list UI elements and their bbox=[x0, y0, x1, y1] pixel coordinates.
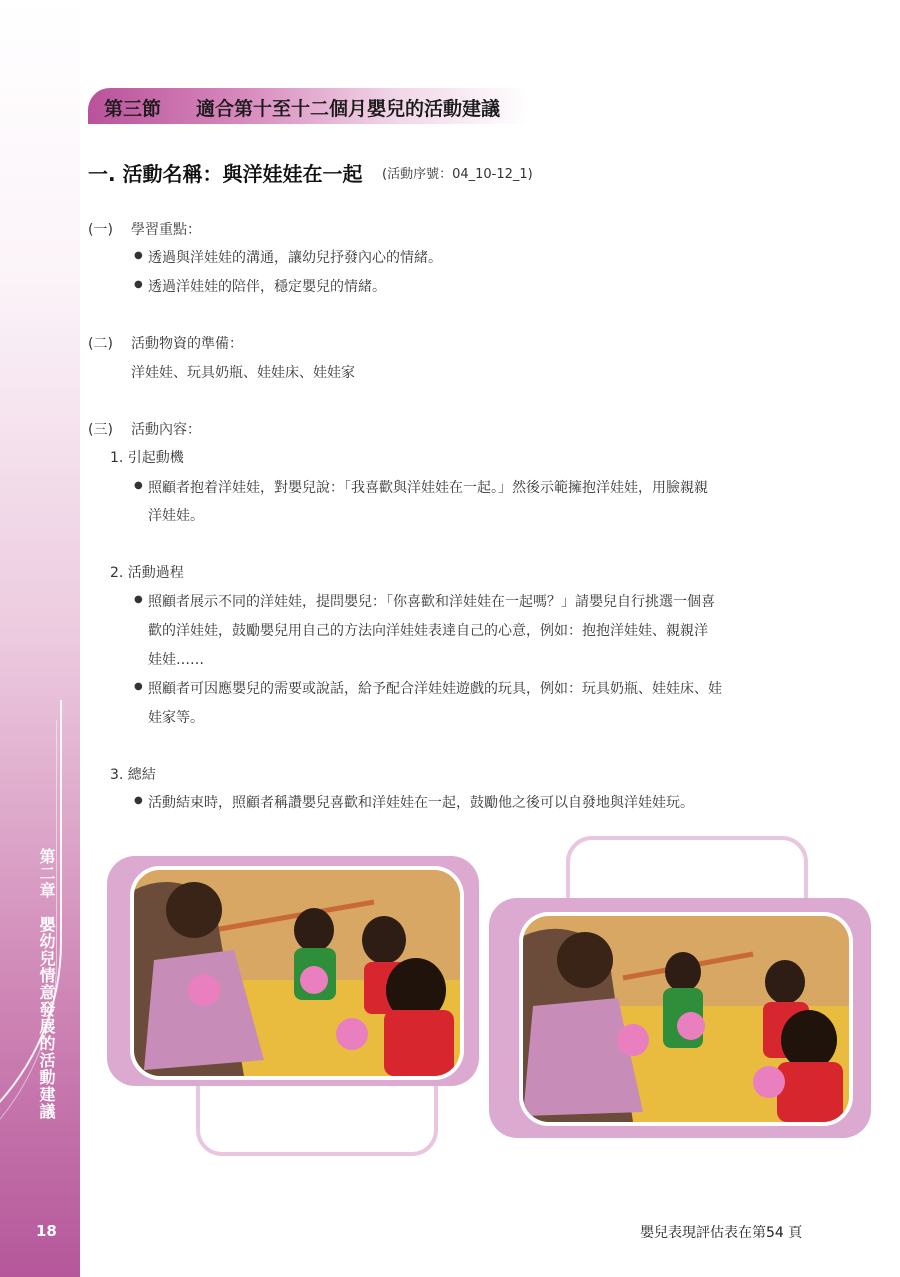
step-bullet-line: 娃娃…… bbox=[148, 652, 204, 668]
learning-point-bullet: ● 透過洋娃娃的陪伴，穩定嬰兒的情緒。 bbox=[148, 276, 386, 296]
step-title: 1. 引起動機 bbox=[110, 450, 184, 466]
photo-children-hugging-dolls bbox=[523, 916, 849, 1122]
photo-caregiver-with-children bbox=[134, 870, 460, 1076]
step-title: 3. 總結 bbox=[110, 767, 156, 783]
page-number: 18 bbox=[36, 1222, 57, 1240]
materials-title: 活動物資的準備： bbox=[131, 336, 243, 352]
activity-photo bbox=[130, 866, 464, 1080]
step-bullet-line: ● 照顧者抱着洋娃娃，對嬰兒說：「我喜歡與洋娃娃在一起。」然後示範擁抱洋娃娃，用臉親親 bbox=[148, 477, 708, 497]
step-bullet-line: ● 活動結束時，照顧者稱讚嬰兒喜歡和洋娃娃在一起，鼓勵他之後可以自發地與洋娃娃玩。 bbox=[148, 792, 694, 812]
activity-heading: 一. 活動名稱：與洋娃娃在一起 bbox=[88, 162, 363, 186]
section-title: 適合第十至十二個月嬰兒的活動建議 bbox=[196, 98, 501, 120]
step-bullet-line: 歡的洋娃娃，鼓勵嬰兒用自己的方法向洋娃娃表達自己的心意，例如：抱抱洋娃娃、親親洋 bbox=[148, 623, 708, 639]
step-bullet-line: ● 照顧者可因應嬰兒的需要或說話，給予配合洋娃娃遊戲的玩具，例如：玩具奶瓶、娃娃床、娃 bbox=[148, 678, 722, 698]
content-title: 活動內容： bbox=[131, 422, 201, 438]
step-bullet-line: 洋娃娃。 bbox=[148, 508, 204, 524]
learning-points-label: (一) bbox=[88, 222, 113, 238]
learning-points-title: 學習重點： bbox=[131, 222, 201, 238]
materials-items: 洋娃娃、玩具奶瓶、娃娃床、娃娃家 bbox=[131, 365, 355, 381]
step-bullet-line: 娃家等。 bbox=[148, 710, 204, 726]
activity-serial: (活動序號：04_10-12_1) bbox=[382, 167, 533, 182]
section-label: 第三節 bbox=[104, 98, 162, 120]
step-title: 2. 活動過程 bbox=[110, 565, 184, 581]
content-label: (三) bbox=[88, 422, 113, 438]
materials-label: (二) bbox=[88, 336, 113, 352]
learning-point-bullet: ● 透過與洋娃娃的溝通，讓幼兒抒發內心的情緒。 bbox=[148, 247, 442, 267]
chapter-title: 第二章 嬰幼兒情意發展的活動建議 bbox=[37, 848, 56, 1120]
assessment-reference: 嬰兒表現評估表在第54 頁 bbox=[640, 1225, 803, 1241]
activity-photo bbox=[519, 912, 853, 1126]
step-bullet-line: ● 照顧者展示不同的洋娃娃，提問嬰兒：「你喜歡和洋娃娃在一起嗎？」請嬰兒自行挑選一個喜 bbox=[148, 591, 715, 611]
